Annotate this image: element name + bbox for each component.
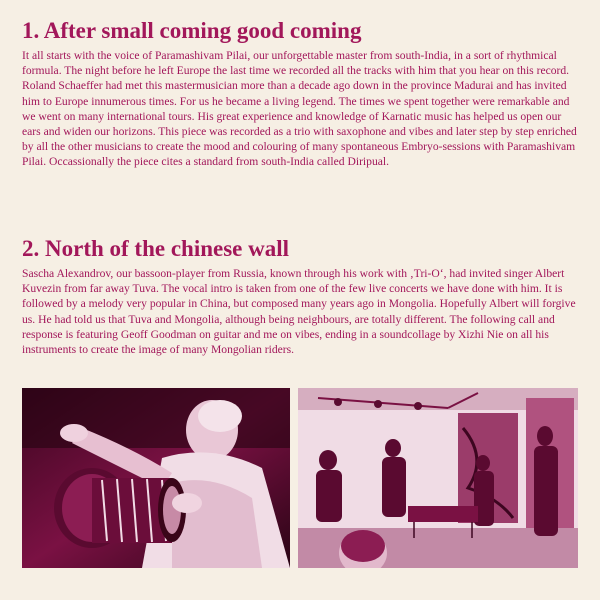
track-1-body [22, 48, 580, 170]
percussionist-photo-image [22, 388, 290, 568]
track-1-paragraph: Roland Schaeffer had met this mastermusician more than a decade ago down in the province Madurai and has invited him to Europe innumerous times. For us he became a living legend. The times we spent together were remarkable and we went on many international tours. His great experience and knowledge of Karnatic music has helped us open our ears and widen our horizons. This piece was recorded as a trio with saxophone and vibes and later step by step enriched by all the other musicians to create the mood and colouring of many spontaneous Embryo-sessions with Paramashivam Pilai. Occassionally the piece cites a standard from south-India called Diripual. [22, 79, 577, 169]
photo-band-on-stage [298, 388, 578, 568]
photo-percussionist [22, 388, 290, 568]
section-track-2 [22, 236, 580, 357]
track-2-paragraph: Sascha Alexandrov, our bassoon-player from Russia, known through his work with ‚Tri-O‘, had invited singer Albert Kuvezin from far away Tuva. The vocal intro is taken from one of the few live concerts we have done with him. It is followed by a melody very popular in China, but composed many years ago in Mongolia. Hopefully Albert will forgive us. He had told us that Tuva and Mongolia, although being neighbours, are totally different. The following call and response is featuring Geoff Goodman on guitar and me on vibes, ending in a soundcollage by Xizhi Nie on all his instruments to create the image of many Mongolian riders. [22, 267, 576, 357]
section-track-1 [22, 18, 580, 170]
band-photo-image [298, 388, 578, 568]
track-2-heading: 2. North of the chinese wall [22, 236, 290, 261]
photo-strip [22, 388, 578, 568]
track-1-heading: 1. After small coming good coming [22, 18, 362, 43]
track-1-paragraph: It all starts with the voice of Paramashivam Pilai, our unforgettable master from south-India, in a sort of rhythmical formula. The night before he left Europe the last time we recorded all the tracks with him that you hear on this record. [22, 49, 570, 78]
track-2-body [22, 266, 580, 357]
